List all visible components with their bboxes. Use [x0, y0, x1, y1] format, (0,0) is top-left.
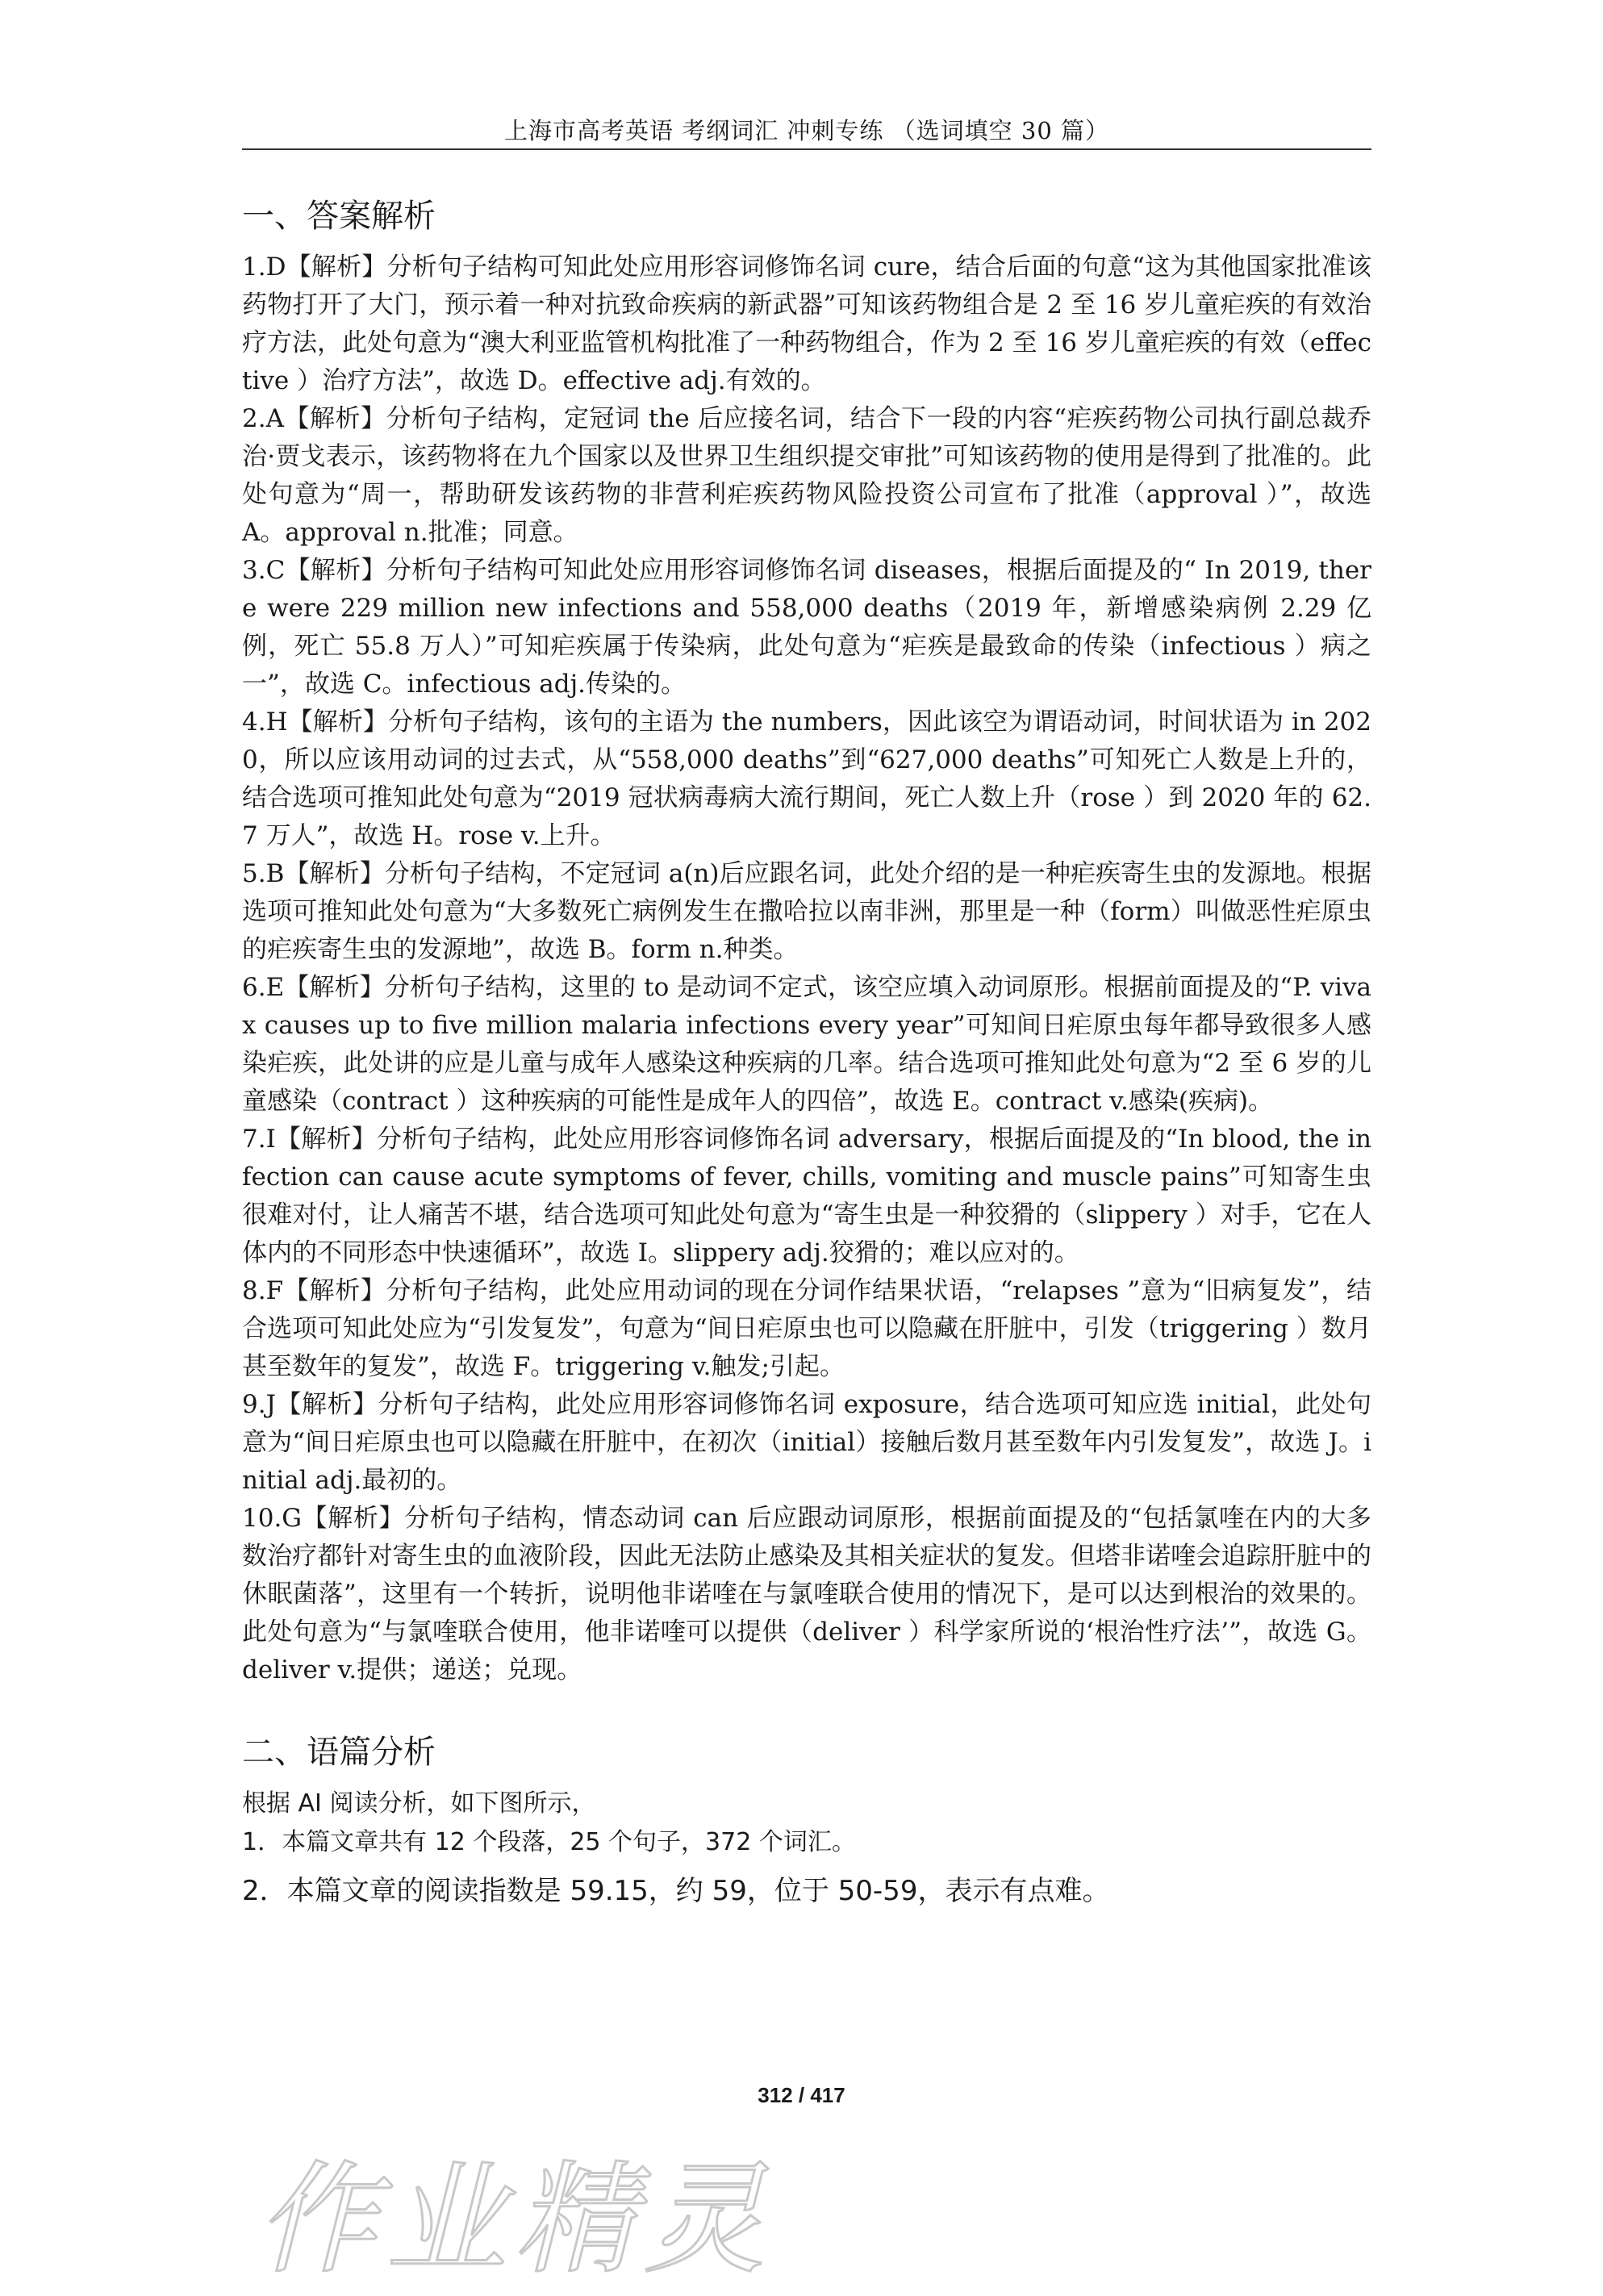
answer-item-3: 3.C【解析】分析句子结构可知此处应用形容词修饰名词 diseases，根据后面提及的“ In 2019, there were 229 million new infections and 558,000 deaths（2019 年，新增感染病例 2.29 亿例，死亡 55.8 万人）”可知疟疾属于传染病，此处句意为“疟疾是最致命的传染（infectious ）病之一”，故选 C。infectious adj.传染的。 [242, 556, 1371, 699]
answer-item-6: 6.E【解析】分析句子结构，这里的 to 是动词不定式，该空应填入动词原形。根据前面提及的“P. vivax causes up to five million malaria infections every year”可知间日疟原虫每年都导致很多人感染疟疾，此处讲的应是儿童与成年人感染这种疾病的几率。结合选项可推知此处句意为“2 至 6 岁的儿童感染（contract ）这种疾病的可能性是成年人的四倍”，故选 E。contract v.感染(疾病)。 [242, 973, 1371, 1116]
answer-item-1: 1.D【解析】分析句子结构可知此处应用形容词修饰名词 cure，结合后面的句意“这为其他国家批准该药物打开了大门，预示着一种对抗致命疾病的新武器”可知该药物组合是 2 至 16 岁儿童疟疾的有效治疗方法，此处句意为“澳大利亚监管机构批准了一种药物组合，作为 2 至 16 岁儿童疟疾的有效（effective ）治疗方法”，故选 D。effective adj.有效的。 [242, 253, 1371, 395]
answer-item-8: 8.F【解析】分析句子结构，此处应用动词的现在分词作结果状语，“relapses ”意为“旧病复发”，结合选项可知此处应为“引发复发”，句意为“间日疟原虫也可以隐藏在肝脏中，引发（triggering ）数月甚至数年的复发”，故选 F。triggering v.触发;引起。 [242, 1276, 1371, 1381]
answer-item-2: 2.A【解析】分析句子结构，定冠词 the 后应接名词，结合下一段的内容“疟疾药物公司执行副总裁乔治·贾戈表示，该药物将在九个国家以及世界卫生组织提交审批”可知该药物的使用是得到了批准的。此处句意为“周一，帮助研发该药物的非营利疟疾药物风险投资公司宣布了批准（approval ）”，故选 A。approval n.批准；同意。 [242, 404, 1371, 547]
analysis-line-2: 2．本篇文章的阅读指数是 59.15，约 59，位于 50-59，表示有点难。 [242, 1875, 1110, 1907]
answer-item-4: 4.H【解析】分析句子结构，该句的主语为 the numbers，因此该空为谓语动词，时间状语为 in 2020，所以应该用动词的过去式，从“558,000 deaths”到“627,000 deaths”可知死亡人数是上升的，结合选项可推知此处句意为“2019 冠状病毒病大流行期间，死亡人数上升（rose ）到 2020 年的 62.7 万人”，故选 H。rose v.上升。 [242, 708, 1371, 850]
section-title-discourse: 二、语篇分析 [242, 1734, 436, 1771]
answer-item-5: 5.B【解析】分析句子结构，不定冠词 a(n)后应跟名词，此处介绍的是一种疟疾寄生虫的发源地。根据选项可推知此处句意为“大多数死亡病例发生在撒哈拉以南非洲，那里是一种（form）叫做恶性疟原虫的疟疾寄生虫的发源地”，故选 B。form n.种类。 [242, 859, 1371, 964]
header-rule [242, 148, 1371, 150]
answer-item-10: 10.G【解析】分析句子结构，情态动词 can 后应跟动词原形，根据前面提及的“包括氯喹在内的大多数治疗都针对寄生虫的血液阶段，因此无法防止感染及其相关症状的复发。但塔非诺喹会追踪肝脏中的休眠菌落”，这里有一个转折，说明他非诺喹在与氯喹联合使用的情况下，是可以达到根治的效果的。此处句意为“与氯喹联合使用，他非诺喹可以提供（deliver ）科学家所说的‘根治性疗法’”，故选 G。deliver v.提供；递送；兑现。 [242, 1504, 1371, 1684]
analysis-line-1: 1．本篇文章共有 12 个段落，25 个句子，372 个词汇。 [242, 1828, 856, 1856]
section-spacer [242, 1689, 1371, 1730]
page-header-title: 上海市高考英语 考纲词汇 冲刺专练 （选词填空 30 篇） [504, 117, 1109, 144]
page-number: 312 / 417 [758, 2083, 845, 2107]
section-title-answers: 一、答案解析 [242, 198, 436, 235]
watermark-logo: 作业精灵 [257, 2150, 774, 2290]
answer-item-7: 7.I【解析】分析句子结构，此处应用形容词修饰名词 adversary，根据后面提及的“In blood, the infection can cause acute symptoms of fever, chills, vomiting and muscle pains”可知寄生虫很难对付，让人痛苦不堪，结合选项可知此处句意为“寄生虫是一种狡猾的（slippery ）对手，它在人体内的不同形态中快速循环”，故选 I。slippery adj.狡猾的；难以应对的。 [242, 1125, 1371, 1267]
answer-item-9: 9.J【解析】分析句子结构，此处应用形容词修饰名词 exposure，结合选项可知应选 initial，此处句意为“间日疟原虫也可以隐藏在肝脏中，在初次（initial）接触后数月甚至数年内引发复发”，故选 J。initial adj.最初的。 [242, 1390, 1371, 1495]
analysis-intro: 根据 AI 阅读分析，如下图所示， [242, 1789, 596, 1818]
page-content [242, 194, 1371, 1917]
